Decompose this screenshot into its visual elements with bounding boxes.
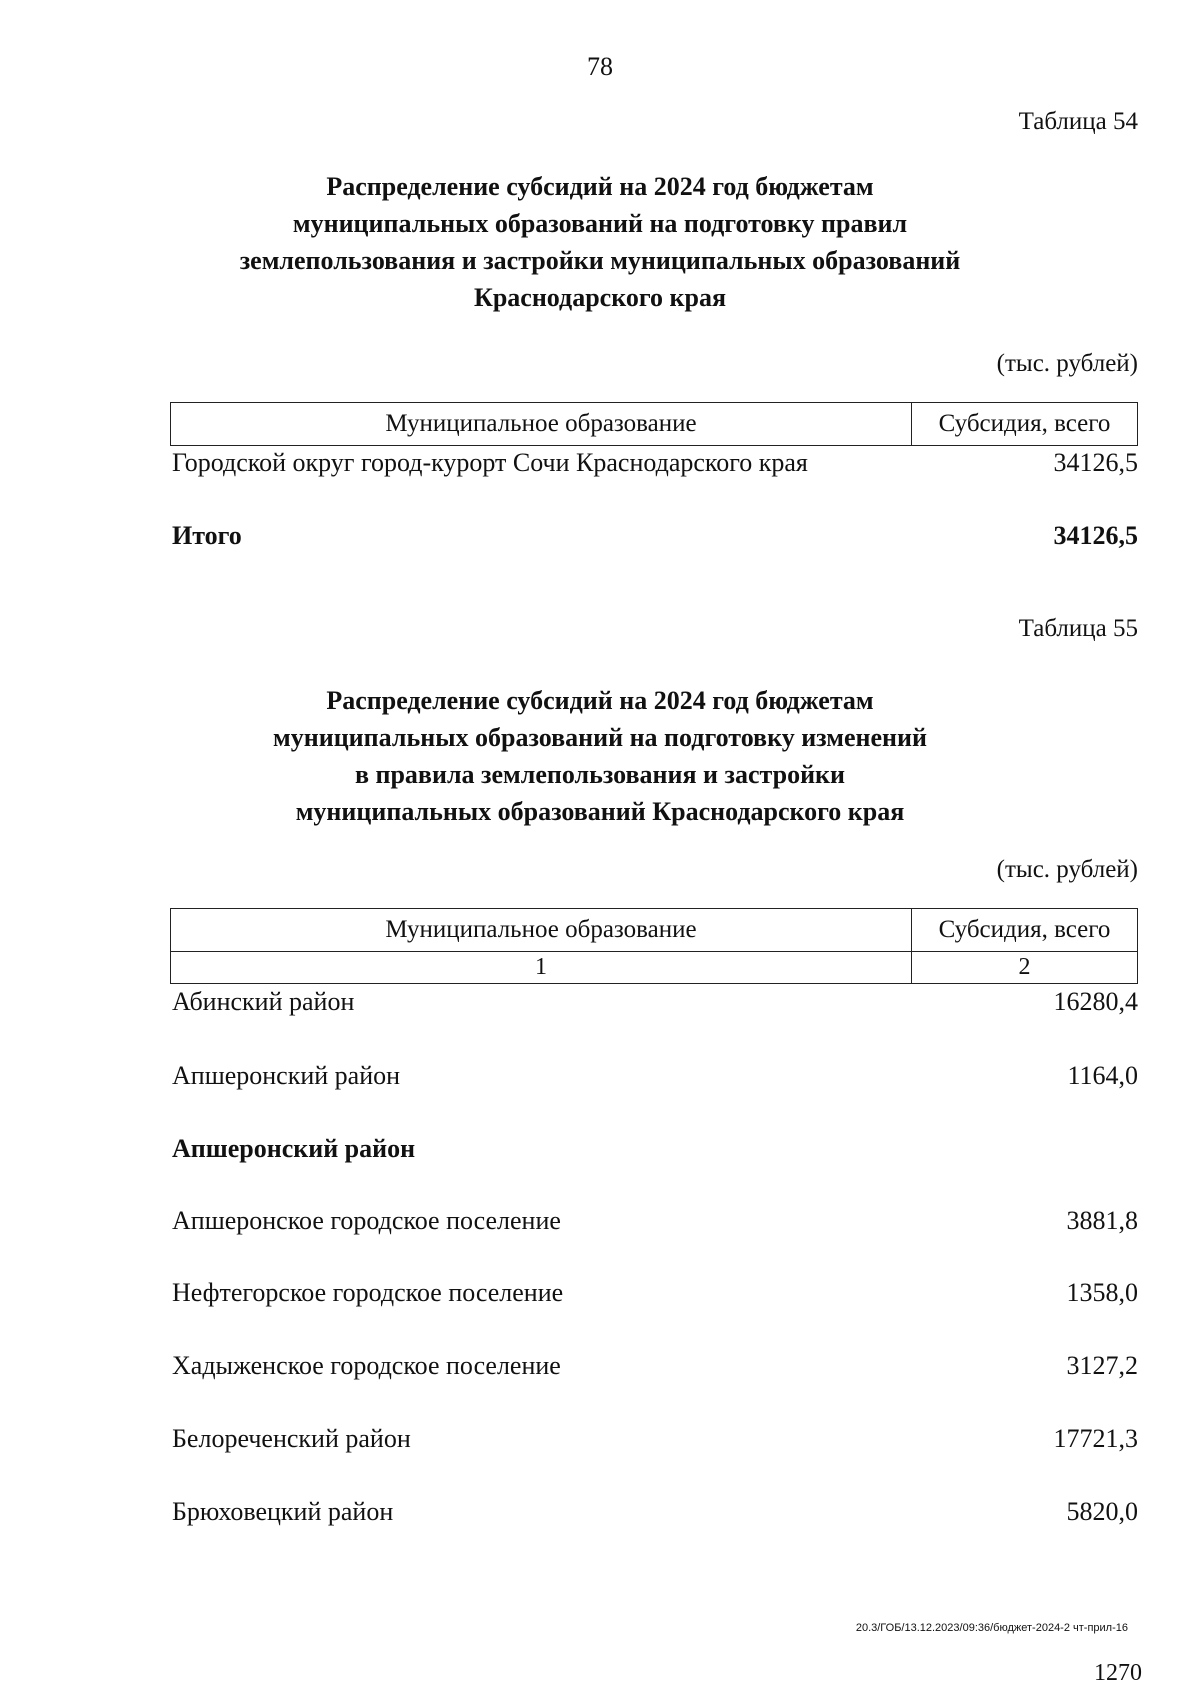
table-row xyxy=(172,1424,1138,1454)
row-name: Брюховецкий район xyxy=(172,1497,394,1526)
table-54-header xyxy=(170,402,1138,446)
row-name: Городской округ город-курорт Сочи Краснодарского края xyxy=(172,448,808,477)
row-name: Апшеронский район xyxy=(172,1061,401,1090)
table-row xyxy=(172,448,1138,478)
row-value: 1358,0 xyxy=(1066,1278,1138,1307)
row-value: 34126,5 xyxy=(1053,448,1138,477)
table-55-header xyxy=(170,908,1138,984)
table-54-units: (тыс. рублей) xyxy=(996,350,1138,377)
title-line: Краснодарского края xyxy=(473,283,727,312)
table-55-units: (тыс. рублей) xyxy=(996,856,1138,883)
column-header-subsidy: Субсидия, всего xyxy=(912,909,1138,952)
footer-code: 20.3/ГОБ/13.12.2023/09:36/бюджет-2024-2 чт-прил-16 xyxy=(855,1622,1128,1634)
column-header-subsidy: Субсидия, всего xyxy=(912,403,1138,446)
sheet-number: 1270 xyxy=(1094,1660,1142,1686)
row-value: 17721,3 xyxy=(1053,1424,1138,1453)
column-header-municipality: Муниципальное образование xyxy=(171,909,912,952)
table-row xyxy=(172,1351,1138,1381)
table-row xyxy=(172,1497,1138,1527)
title-line: Распределение субсидий на 2024 год бюджетам xyxy=(326,172,874,201)
table-row xyxy=(172,1061,1138,1091)
total-row xyxy=(172,521,1138,551)
row-name: Белореченский район xyxy=(172,1424,411,1453)
table-row xyxy=(172,1206,1138,1236)
title-line: Распределение субсидий на 2024 год бюджетам xyxy=(326,686,874,715)
row-name: Апшеронское городское поселение xyxy=(172,1206,561,1235)
total-value: 34126,5 xyxy=(1053,521,1138,550)
row-name: Апшеронский район xyxy=(172,1134,416,1163)
title-line: муниципальных образований на подготовку изменений xyxy=(273,723,927,752)
row-value: 1164,0 xyxy=(1067,1061,1138,1090)
title-line: муниципальных образований Краснодарского края xyxy=(295,797,905,826)
table-55-caption: Таблица 55 xyxy=(1018,615,1138,642)
table-54-title xyxy=(0,168,1200,316)
row-name: Абинский район xyxy=(172,987,355,1016)
table-row xyxy=(172,1278,1138,1308)
column-header-municipality: Муниципальное образование xyxy=(171,403,912,446)
page-number: 78 xyxy=(587,52,613,81)
title-line: муниципальных образований на подготовку правил xyxy=(292,209,908,238)
row-name: Хадыженское городское поселение xyxy=(172,1351,561,1380)
row-value: 5820,0 xyxy=(1066,1497,1138,1526)
total-label: Итого xyxy=(172,521,242,550)
table-row xyxy=(172,987,1138,1017)
row-value: 16280,4 xyxy=(1053,987,1138,1016)
table-55-title xyxy=(0,682,1200,830)
title-line: в правила землепользования и застройки xyxy=(354,760,846,789)
row-name: Нефтегорское городское поселение xyxy=(172,1278,564,1307)
table-54-caption: Таблица 54 xyxy=(1018,108,1138,135)
column-number: 1 xyxy=(171,952,912,984)
table-row-group-header xyxy=(172,1134,1138,1164)
title-line: землепользования и застройки муниципальных образований xyxy=(239,246,961,275)
column-number: 2 xyxy=(912,952,1138,984)
row-value: 3881,8 xyxy=(1066,1206,1138,1235)
row-value: 3127,2 xyxy=(1066,1351,1138,1380)
